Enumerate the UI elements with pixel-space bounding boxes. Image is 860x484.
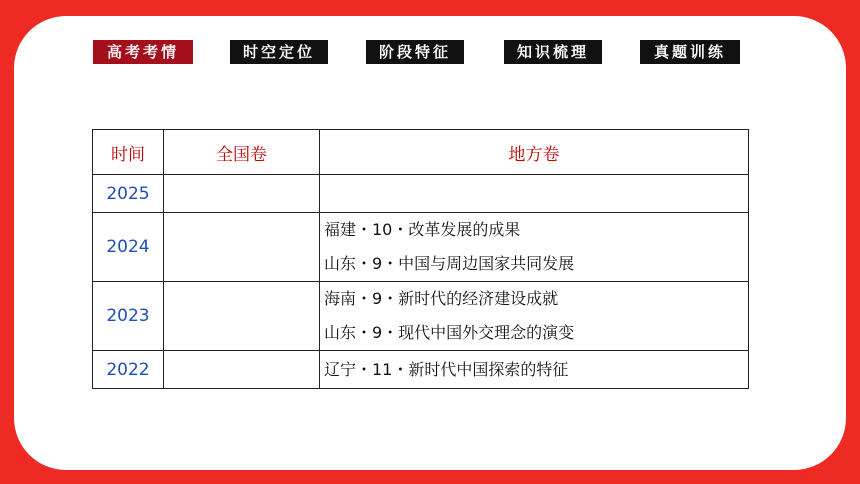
table-row xyxy=(93,213,749,282)
local-entry: 海南・9・新时代的经济建设成就 xyxy=(324,289,559,308)
year-cell: 2024 xyxy=(93,213,164,282)
year-cell: 2025 xyxy=(93,175,164,213)
year-cell: 2023 xyxy=(93,282,164,351)
table-header-row xyxy=(93,130,749,175)
tab-stage-features[interactable]: 阶段特征 xyxy=(366,40,464,64)
table-row xyxy=(93,175,749,213)
local-entry: 辽宁・11・新时代中国探索的特征 xyxy=(324,359,569,379)
local-entry: 山东・9・中国与周边国家共同发展 xyxy=(324,254,575,273)
local-cell xyxy=(320,175,749,213)
table-row xyxy=(93,351,749,389)
tab-time-space[interactable]: 时空定位 xyxy=(230,40,328,64)
national-cell xyxy=(164,175,320,213)
tab-knowledge[interactable]: 知识梳理 xyxy=(504,40,602,64)
national-cell xyxy=(164,351,320,389)
local-cell xyxy=(320,282,749,351)
year-cell: 2022 xyxy=(93,351,164,389)
header-time: 时间 xyxy=(93,130,164,175)
header-national: 全国卷 xyxy=(164,130,320,175)
header-local: 地方卷 xyxy=(320,130,749,175)
local-entry: 山东・9・现代中国外交理念的演变 xyxy=(324,323,575,342)
national-cell xyxy=(164,282,320,351)
tab-practice[interactable]: 真题训练 xyxy=(640,40,740,64)
tab-exam-overview[interactable]: 高考考情 xyxy=(93,40,193,64)
table-row xyxy=(93,282,749,351)
national-cell xyxy=(164,213,320,282)
exam-table xyxy=(92,129,749,389)
local-cell xyxy=(320,213,749,282)
local-entry: 福建・10・改革发展的成果 xyxy=(324,220,521,239)
local-cell xyxy=(320,351,749,389)
